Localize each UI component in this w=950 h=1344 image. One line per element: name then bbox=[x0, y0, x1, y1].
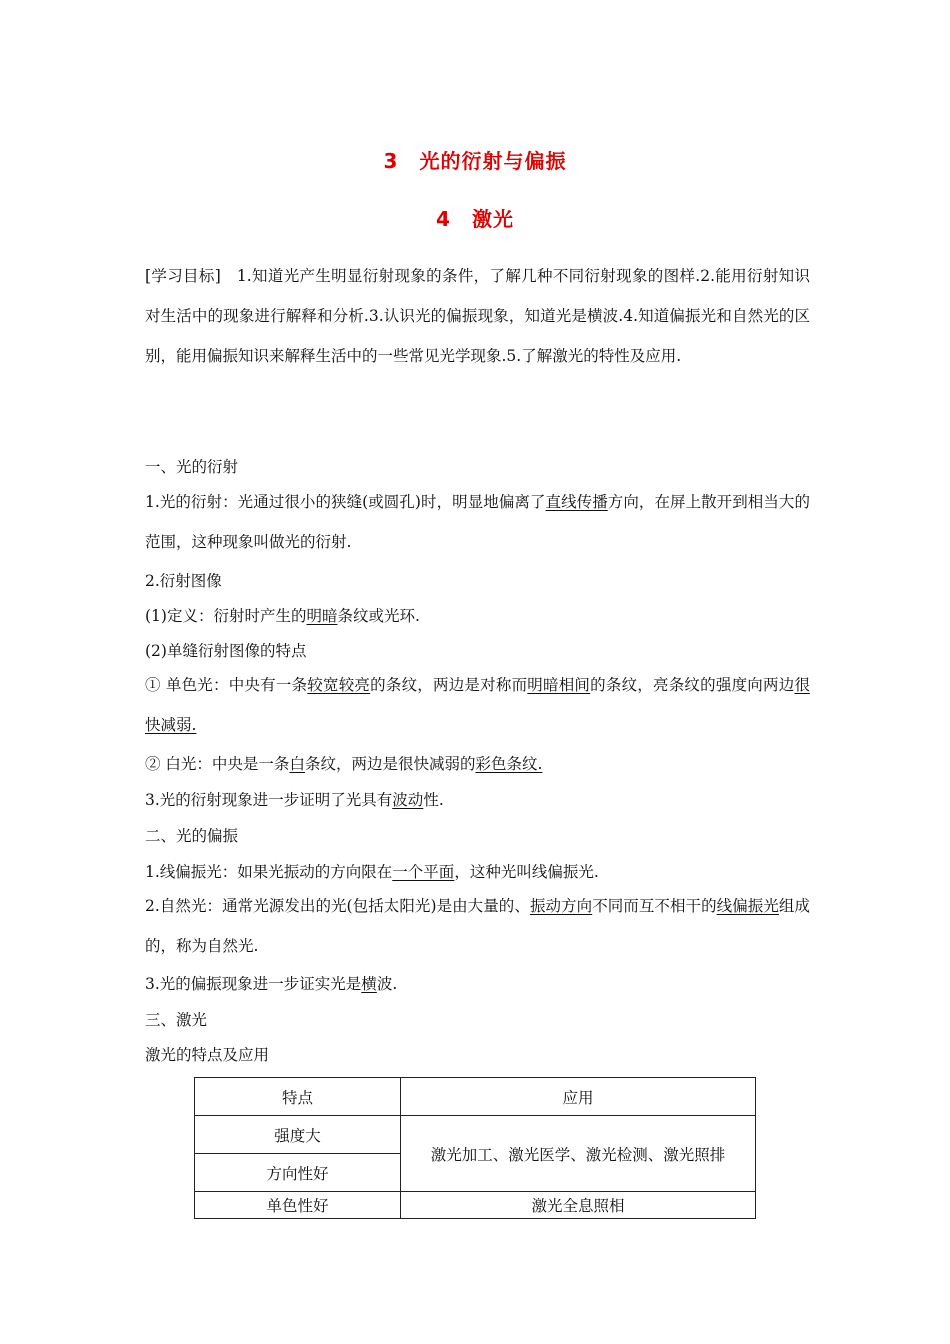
table-header-application: 应用 bbox=[401, 1078, 756, 1116]
title-lesson-3: 3 光的衍射与偏振 bbox=[383, 149, 567, 173]
wave-nature-item: 3.光的衍射现象进一步证明了光具有波动性. bbox=[145, 791, 444, 809]
blank-answer: 明暗 bbox=[306, 607, 338, 625]
blank-answer: 线偏振光 bbox=[716, 897, 779, 915]
table-header-feature: 特点 bbox=[195, 1078, 401, 1116]
title-lesson-4: 4 激光 bbox=[436, 207, 514, 231]
table-cell-application: 激光全息照相 bbox=[401, 1192, 756, 1219]
table-cell-feature: 强度大 bbox=[195, 1116, 401, 1154]
blank-answer: 直线传播 bbox=[545, 493, 608, 511]
blank-answer: 波动 bbox=[392, 791, 424, 809]
blank-answer: 很快减弱. bbox=[145, 676, 810, 734]
diffraction-definition: 1.光的衍射：光通过很小的狭缝(或圆孔)时，明显地偏离了直线传播方向，在屏上散开到相当大的范围，这种现象叫做光的衍射. bbox=[145, 493, 810, 551]
white-light-item: ② 白光：中央是一条白条纹，两边是很快减弱的彩色条纹. bbox=[145, 755, 543, 773]
section-heading-polarization: 二、光的偏振 bbox=[145, 827, 239, 845]
section-heading-diffraction: 一、光的衍射 bbox=[145, 458, 239, 476]
table-cell-feature: 方向性好 bbox=[195, 1154, 401, 1192]
blank-answer: 一个平面 bbox=[392, 863, 455, 881]
transverse-wave-item: 3.光的偏振现象进一步证实光是横波. bbox=[145, 975, 398, 993]
laser-table-caption: 激光的特点及应用 bbox=[145, 1046, 270, 1064]
learning-objectives: [学习目标] 1.知道光产生明显衍射现象的条件，了解几种不同衍射现象的图样.2.能用衍射知识对生活中的现象进行解释和分析.3.认识光的偏振现象，知道光是横波.4.知道偏振光和自然光的区别，能用偏振知识来解释生活中的一些常见光学现象.5.了解激光的特性及应用. bbox=[145, 267, 810, 365]
blank-answer: 较宽较亮 bbox=[307, 676, 371, 694]
blank-answer: 振动方向 bbox=[529, 897, 593, 915]
diffraction-pattern-heading: 2.衍射图像 bbox=[145, 572, 222, 590]
natural-light-item: 2.自然光：通常光源发出的光(包括太阳光)是由大量的、振动方向不同而互不相干的线偏振光组成的，称为自然光. bbox=[145, 897, 810, 955]
single-slit-heading: (2)单缝衍射图像的特点 bbox=[145, 642, 307, 660]
blank-answer: 彩色条纹. bbox=[475, 755, 543, 773]
pattern-definition: (1)定义：衍射时产生的明暗条纹或光环. bbox=[145, 607, 420, 625]
blank-answer: 横 bbox=[361, 975, 377, 993]
table-cell-application-merged: 激光加工、激光医学、激光检测、激光照排 bbox=[401, 1116, 756, 1192]
blank-answer: 明暗相间 bbox=[527, 676, 591, 694]
section-heading-laser: 三、激光 bbox=[145, 1011, 208, 1029]
blank-answer: 白 bbox=[289, 755, 305, 773]
monochromatic-light-item: ① 单色光：中央有一条较宽较亮的条纹，两边是对称而明暗相间的条纹，亮条纹的强度向两边很快减弱. bbox=[145, 676, 810, 734]
table-cell-feature: 单色性好 bbox=[195, 1192, 401, 1219]
laser-features-table bbox=[194, 1077, 756, 1219]
linear-polarization-item: 1.线偏振光：如果光振动的方向限在一个平面，这种光叫线偏振光. bbox=[145, 863, 599, 881]
